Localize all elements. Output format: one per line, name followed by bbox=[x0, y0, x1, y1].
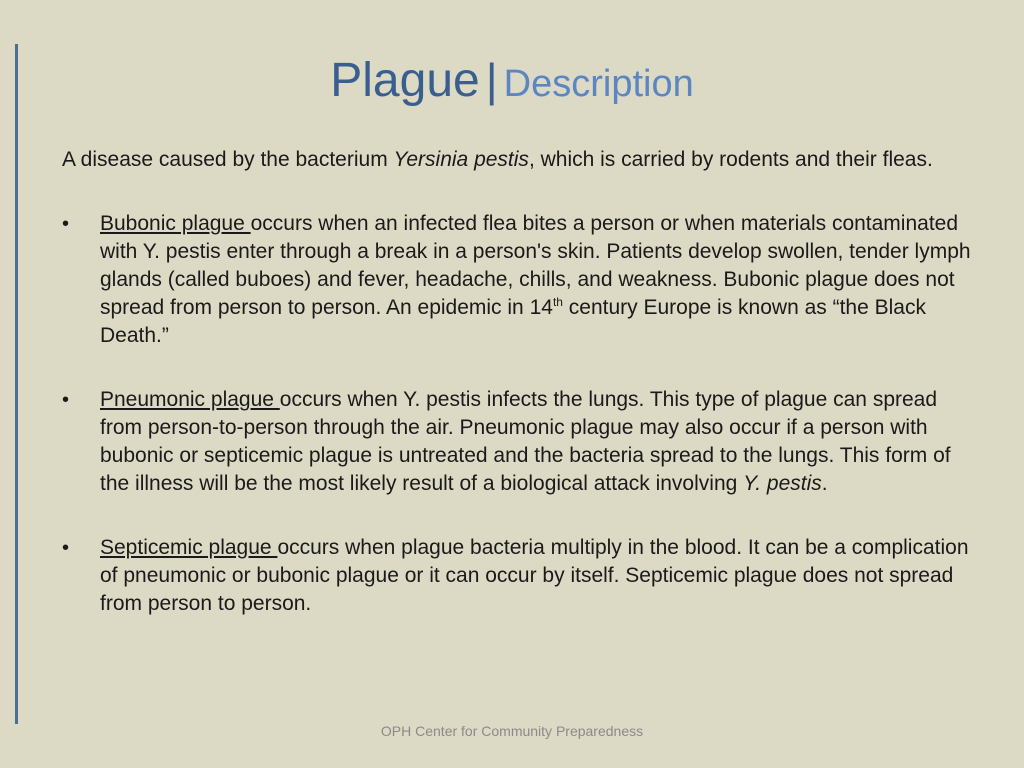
bullet-icon: • bbox=[62, 537, 70, 559]
pneumonic-term: Pneumonic plague bbox=[100, 388, 280, 411]
title-sub: Description bbox=[503, 63, 694, 105]
footer-text: OPH Center for Community Preparedness bbox=[380, 723, 644, 739]
bullet-septicemic: • Septicemic plague occurs when plague bacteria multiply in the blood. It can be a complication of pneumonic or bubonic plague or it can occur by itself. Septicemic plague does not spread from person to person. bbox=[62, 536, 969, 615]
intro-paragraph: A disease caused by the bacterium Yersinia pestis, which is carried by rodents and their fleas. bbox=[62, 148, 933, 171]
bullet-pneumonic: • Pneumonic plague occurs when Y. pestis infects the lungs. This type of plague can spread from person-to-person through the air. Pneumonic plague may also occur if a person with bubonic or septicemic plague is untreated and the bacteria spread to the lungs. This form of the illness will be the most likely result of a biological attack involving Y. pestis. bbox=[62, 388, 951, 495]
slide-title bbox=[0, 50, 1024, 114]
slide-body bbox=[62, 146, 972, 654]
title-separator: | bbox=[485, 54, 498, 106]
title-main: Plague bbox=[330, 54, 480, 107]
bullet-icon: • bbox=[62, 213, 70, 235]
bubonic-term: Bubonic plague bbox=[100, 212, 251, 235]
species-name: Yersinia pestis bbox=[393, 148, 529, 171]
left-accent-rule bbox=[15, 44, 18, 724]
septicemic-term: Septicemic plague bbox=[100, 536, 278, 559]
bullet-icon: • bbox=[62, 389, 70, 411]
bullet-bubonic: • Bubonic plague occurs when an infected flea bites a person or when materials contaminated with Y. pestis enter through a break in a person's skin. Patients develop swollen, tender lymph glands (called buboes) and fever, headache, chills, and weakness. Bubonic plague does not spread from person to person. An epidemic in 14th century Europe is known as “the Black Death.” bbox=[62, 212, 971, 347]
